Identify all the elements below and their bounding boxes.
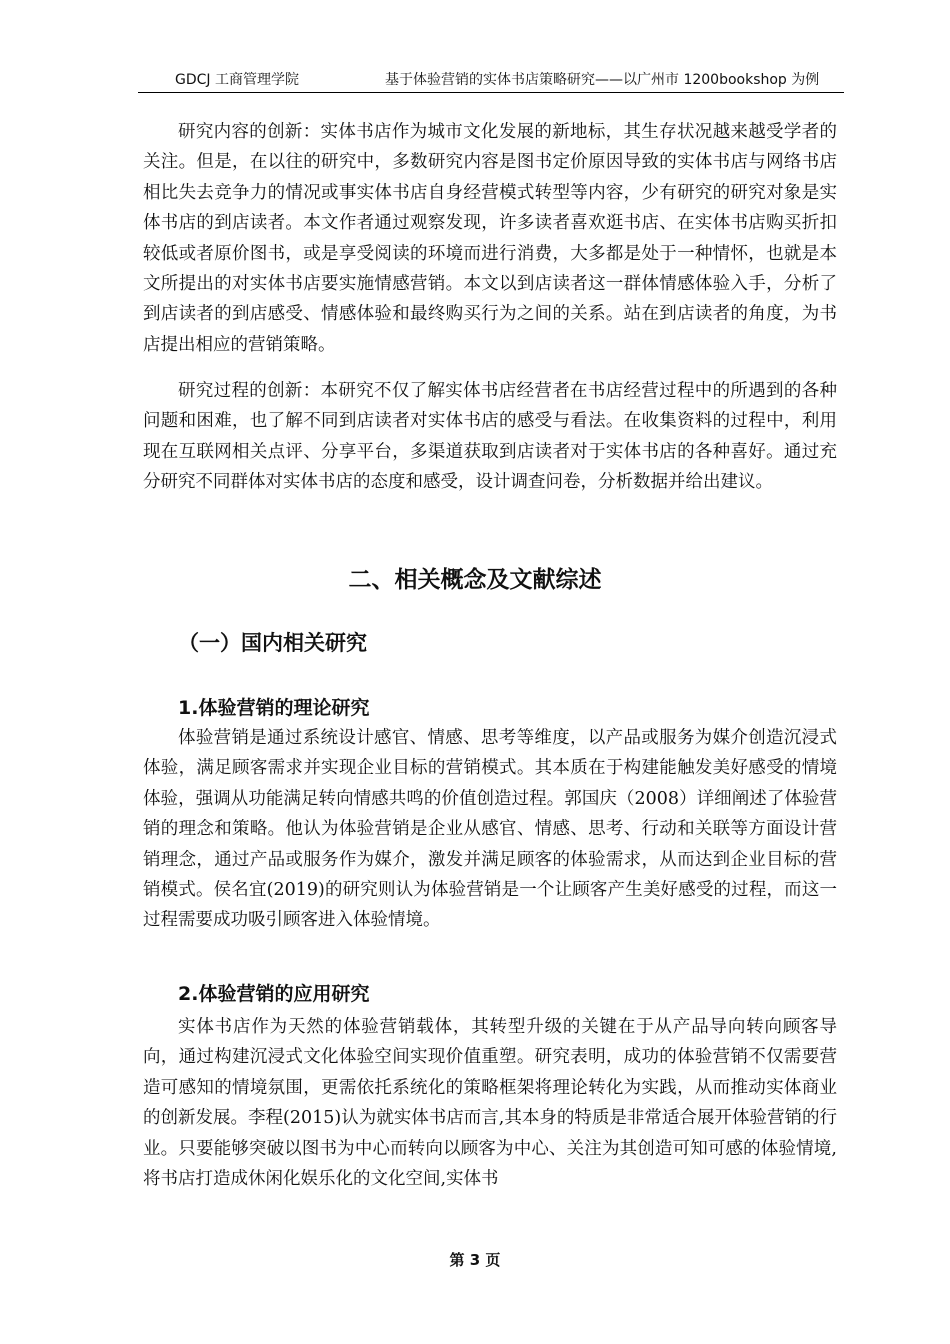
section-heading: 二、相关概念及文献综述 [348, 567, 602, 593]
paragraph-application: 实体书店作为天然的体验营销载体，其转型升级的关键在于从产品导向转向顾客导向，通过构建沉浸式文化体验空间实现价值重塑。研究表明，成功的体验营销不仅需要营造可感知的情境氛围，更需依托系统化的策略框架将理论转化为实践，从而推动实体商业的创新发展。李程(2015)认为就实体书店而言,其本身的特质是非常适合展开体验营销的行业。只要能够突破以图书为中心而转向以顾客为中心、关注为其创造可知可感的体验情境,将书店打造成休闲化娱乐化的文化空间,实体书 [143, 1017, 837, 1190]
paragraph-process-innovation: 研究过程的创新：本研究不仅了解实体书店经营者在书店经营过程中的所遇到的各种问题和困难，也了解不同到店读者对实体书店的感受与看法。在收集资料的过程中，利用现在互联网相关点评、分享平台，多渠道获取到店读者对于实体书店的各种喜好。通过充分研究不同群体对实体书店的态度和感受，设计调查问卷，分析数据并给出建议。 [143, 381, 837, 493]
item-heading-theory: 1.体验营销的理论研究 [178, 697, 370, 719]
page-number: 第 3 页 [449, 1251, 501, 1269]
item-heading-application: 2.体验营销的应用研究 [178, 983, 370, 1005]
subsection-heading: （一）国内相关研究 [178, 631, 367, 655]
page-header [138, 70, 844, 93]
header-school: GDCJ 工商管理学院 [175, 72, 299, 88]
header-thesis-title: 基于体验营销的实体书店策略研究——以广州市 1200bookshop 为例 [385, 72, 820, 88]
paragraph-content-innovation: 研究内容的创新：实体书店作为城市文化发展的新地标，其生存状况越来越受学者的关注。但是，在以往的研究中，多数研究内容是图书定价原因导致的实体书店与网络书店相比失去竞争力的情况或事实体书店自身经营模式转型等内容，少有研究的研究对象是实体书店的到店读者。本文作者通过观察发现，许多读者喜欢逛书店、在实体书店购买折扣较低或者原价图书，或是享受阅读的环境而进行消费，大多都是处于一种情怀，也就是本文所提出的对实体书店要实施情感营销。本文以到店读者这一群体情感体验入手，分析了到店读者的到店感受、情感体验和最终购买行为之间的关系。站在到店读者的角度，为书店提出相应的营销策略。 [143, 122, 837, 355]
paragraph-theory: 体验营销是通过系统设计感官、情感、思考等维度，以产品或服务为媒介创造沉浸式体验，满足顾客需求并实现企业目标的营销模式。其本质在于构建能触发美好感受的情境体验，强调从功能满足转向情感共鸣的价值创造过程。郭国庆（2008）详细阐述了体验营销的理念和策略。他认为体验营销是企业从感官、情感、思考、行动和关联等方面设计营销理念，通过产品或服务作为媒介，激发并满足顾客的体验需求，从而达到企业目标的营销模式。侯名宜(2019)的研究则认为体验营销是一个让顾客产生美好感受的过程，而这一过程需要成功吸引顾客进入体验情境。 [143, 728, 837, 931]
